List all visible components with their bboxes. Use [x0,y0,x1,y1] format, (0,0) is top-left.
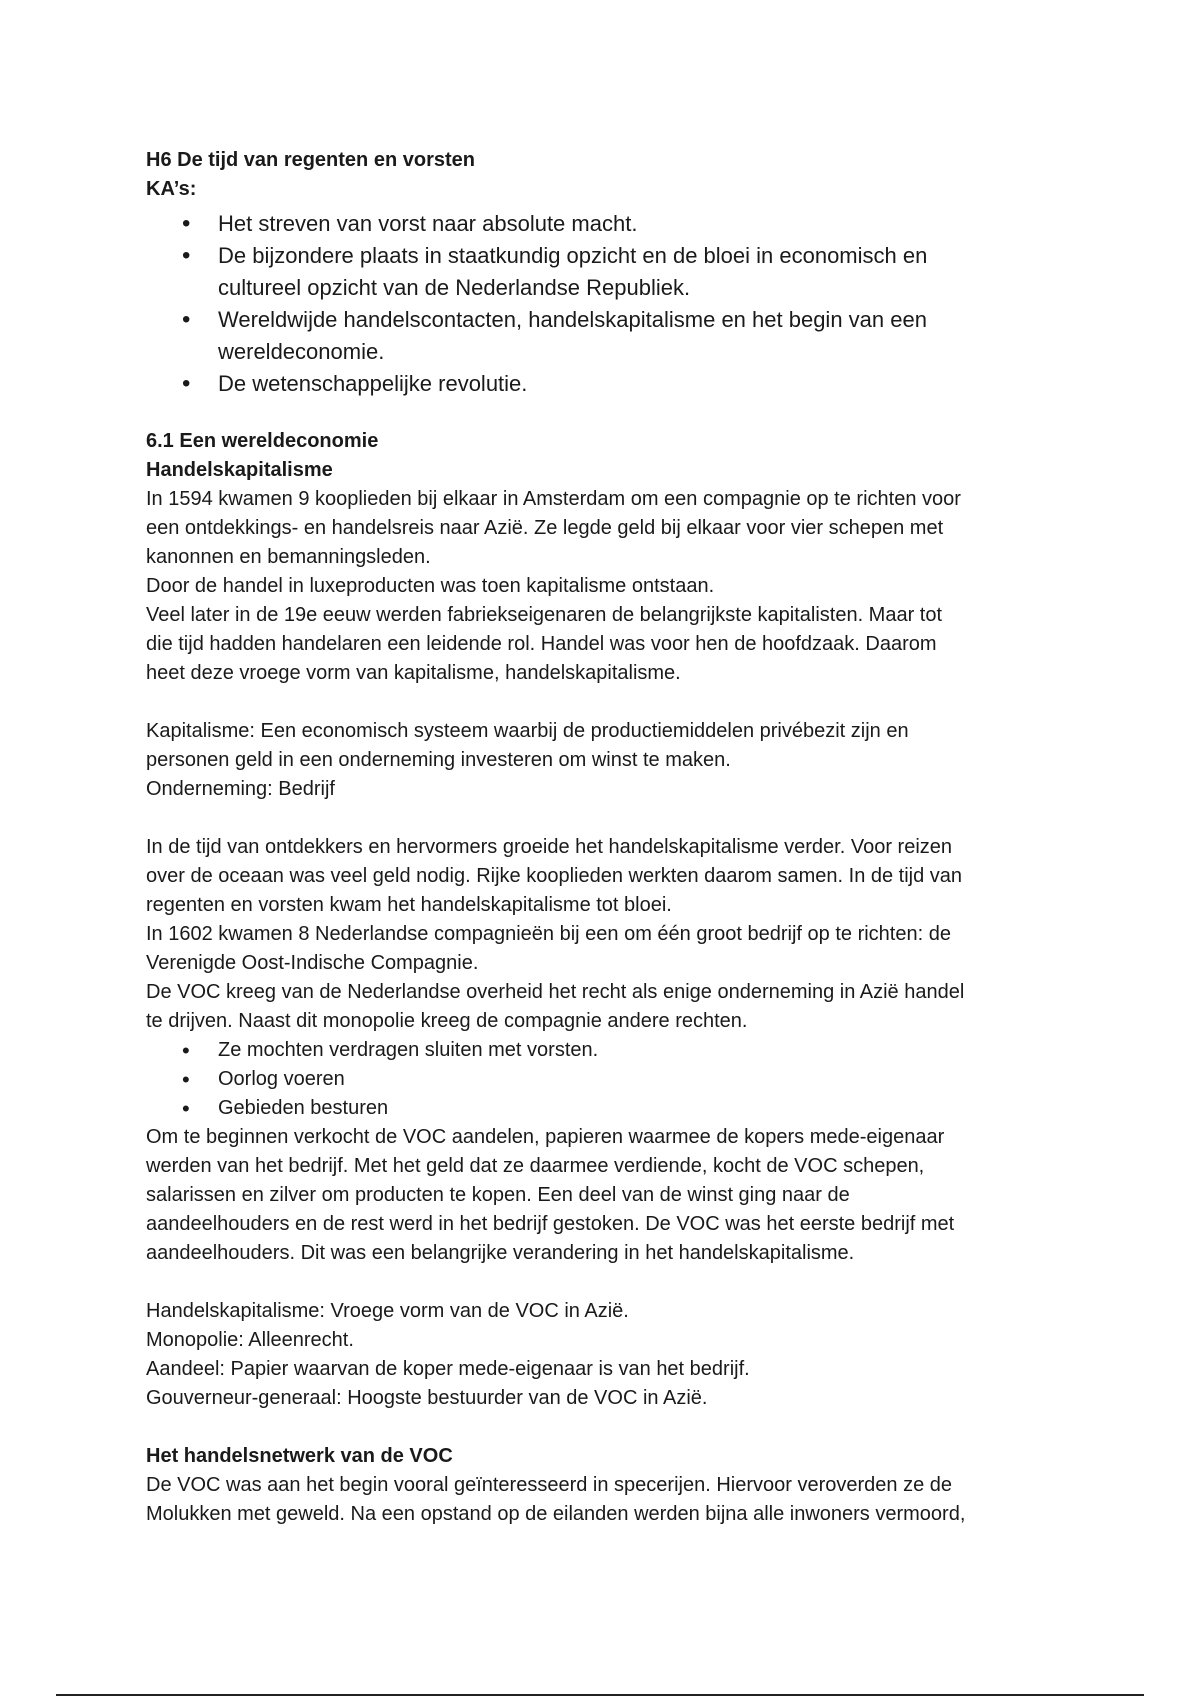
subsection-title-handelsnetwerk: Het handelsnetwerk van de VOC [146,1445,453,1467]
definition-line: Handelskapitalisme: Vroege vorm van de VOC in Azië. [146,1300,629,1322]
ka-item-line: • De bijzondere plaats in staatkundig opzicht en de bloei in economisch en [218,243,928,268]
definition-line: Aandeel: Papier waarvan de koper mede-eigenaar is van het bedrijf. [146,1358,750,1380]
spacer [146,688,1076,717]
ka-item-line: cultureel opzicht van de Nederlandse Republiek. [218,275,691,300]
paragraph-line: die tijd hadden handelaren een leidende rol. Handel was voor hen de hoofdzaak. Daarom [146,633,937,655]
definition-line: Gouverneur-generaal: Hoogste bestuurder van de VOC in Azië. [146,1387,708,1409]
paragraph-3 [146,1123,1076,1268]
spacer [146,1268,1076,1297]
paragraph-line: De VOC was aan het begin vooral geïnteresseerd in specerijen. Hiervoor veroverden ze de [146,1474,952,1496]
paragraph-line: te drijven. Naast dit monopolie kreeg de compagnie andere rechten. [146,1010,748,1032]
paragraph-line: Veel later in de 19e eeuw werden fabriekseigenaren de belangrijkste kapitalisten. Maar tot [146,604,943,626]
spacer [146,1413,1076,1442]
ka-list [146,208,1076,400]
paragraph-line: heet deze vroege vorm van kapitalisme, handelskapitalisme. [146,662,681,684]
paragraph-line: regenten en vorsten kwam het handelskapitalisme tot bloei. [146,894,672,916]
paragraph-line: kanonnen en bemanningsleden. [146,546,431,568]
ka-item [146,240,1076,304]
voc-rights-list [146,1036,1076,1123]
paragraph-1 [146,485,1076,688]
paragraph-line: Molukken met geweld. Na een opstand op de eilanden werden bijna alle inwoners vermoord, [146,1503,966,1525]
page-bottom-rule [56,1694,1144,1696]
definition-line: Monopolie: Alleenrecht. [146,1329,354,1351]
paragraph-line: over de oceaan was veel geld nodig. Rijke kooplieden werkten daarom samen. In de tijd van [146,865,963,887]
subsection-title-handelskapitalisme: Handelskapitalisme [146,459,333,481]
voc-right-item: • Oorlog voeren [146,1065,1076,1094]
ka-heading: KA’s: [146,178,197,200]
paragraph-line: In de tijd van ontdekkers en hervormers groeide het handelskapitalisme verder. Voor reizen [146,836,953,858]
ka-item [146,304,1076,368]
ka-item [146,208,1076,240]
definition-line: Onderneming: Bedrijf [146,778,335,800]
voc-right-item: • Ze mochten verdragen sluiten met vorsten. [146,1036,1076,1065]
section-title: 6.1 Een wereldeconomie [146,430,379,452]
paragraph-2 [146,833,1076,1036]
definition-line: Kapitalisme: Een economisch systeem waarbij de productiemiddelen privébezit zijn en [146,720,909,742]
ka-item-line: wereldeconomie. [218,339,385,364]
paragraph-line: De VOC kreeg van de Nederlandse overheid het recht als enige onderneming in Azië handel [146,981,965,1003]
paragraph-4 [146,1471,1076,1529]
spacer [146,400,1076,427]
paragraph-line: werden van het bedrijf. Met het geld dat ze daarmee verdiende, kocht de VOC schepen, [146,1155,925,1177]
paragraph-line: In 1594 kwamen 9 kooplieden bij elkaar in Amsterdam om een compagnie op te richten voor [146,488,961,510]
ka-item-line: • Het streven van vorst naar absolute macht. [218,211,638,236]
paragraph-line: In 1602 kwamen 8 Nederlandse compagnieën bij een om één groot bedrijf op te richten: de [146,923,951,945]
voc-right-item: • Gebieden besturen [146,1094,1076,1123]
paragraph-line: Verenigde Oost-Indische Compagnie. [146,952,479,974]
paragraph-line: Om te beginnen verkocht de VOC aandelen, papieren waarmee de kopers mede-eigenaar [146,1126,945,1148]
definitions-1 [146,717,1076,804]
paragraph-line: Door de handel in luxeproducten was toen kapitalisme ontstaan. [146,575,715,597]
definition-line: personen geld in een onderneming investeren om winst te maken. [146,749,731,771]
paragraph-line: salarissen en zilver om producten te kopen. Een deel van de winst ging naar de [146,1184,850,1206]
ka-item [146,368,1076,400]
definitions-2 [146,1297,1076,1413]
paragraph-line: een ontdekkings- en handelsreis naar Azië. Ze legde geld bij elkaar voor vier schepen met [146,517,944,539]
spacer [146,804,1076,833]
document-title: H6 De tijd van regenten en vorsten [146,149,475,171]
paragraph-line: aandeelhouders. Dit was een belangrijke verandering in het handelskapitalisme. [146,1242,855,1264]
document-page [146,146,1076,1529]
ka-item-line: • Wereldwijde handelscontacten, handelskapitalisme en het begin van een [218,307,927,332]
paragraph-line: aandeelhouders en de rest werd in het bedrijf gestoken. De VOC was het eerste bedrijf met [146,1213,955,1235]
ka-item-line: • De wetenschappelijke revolutie. [218,371,528,396]
